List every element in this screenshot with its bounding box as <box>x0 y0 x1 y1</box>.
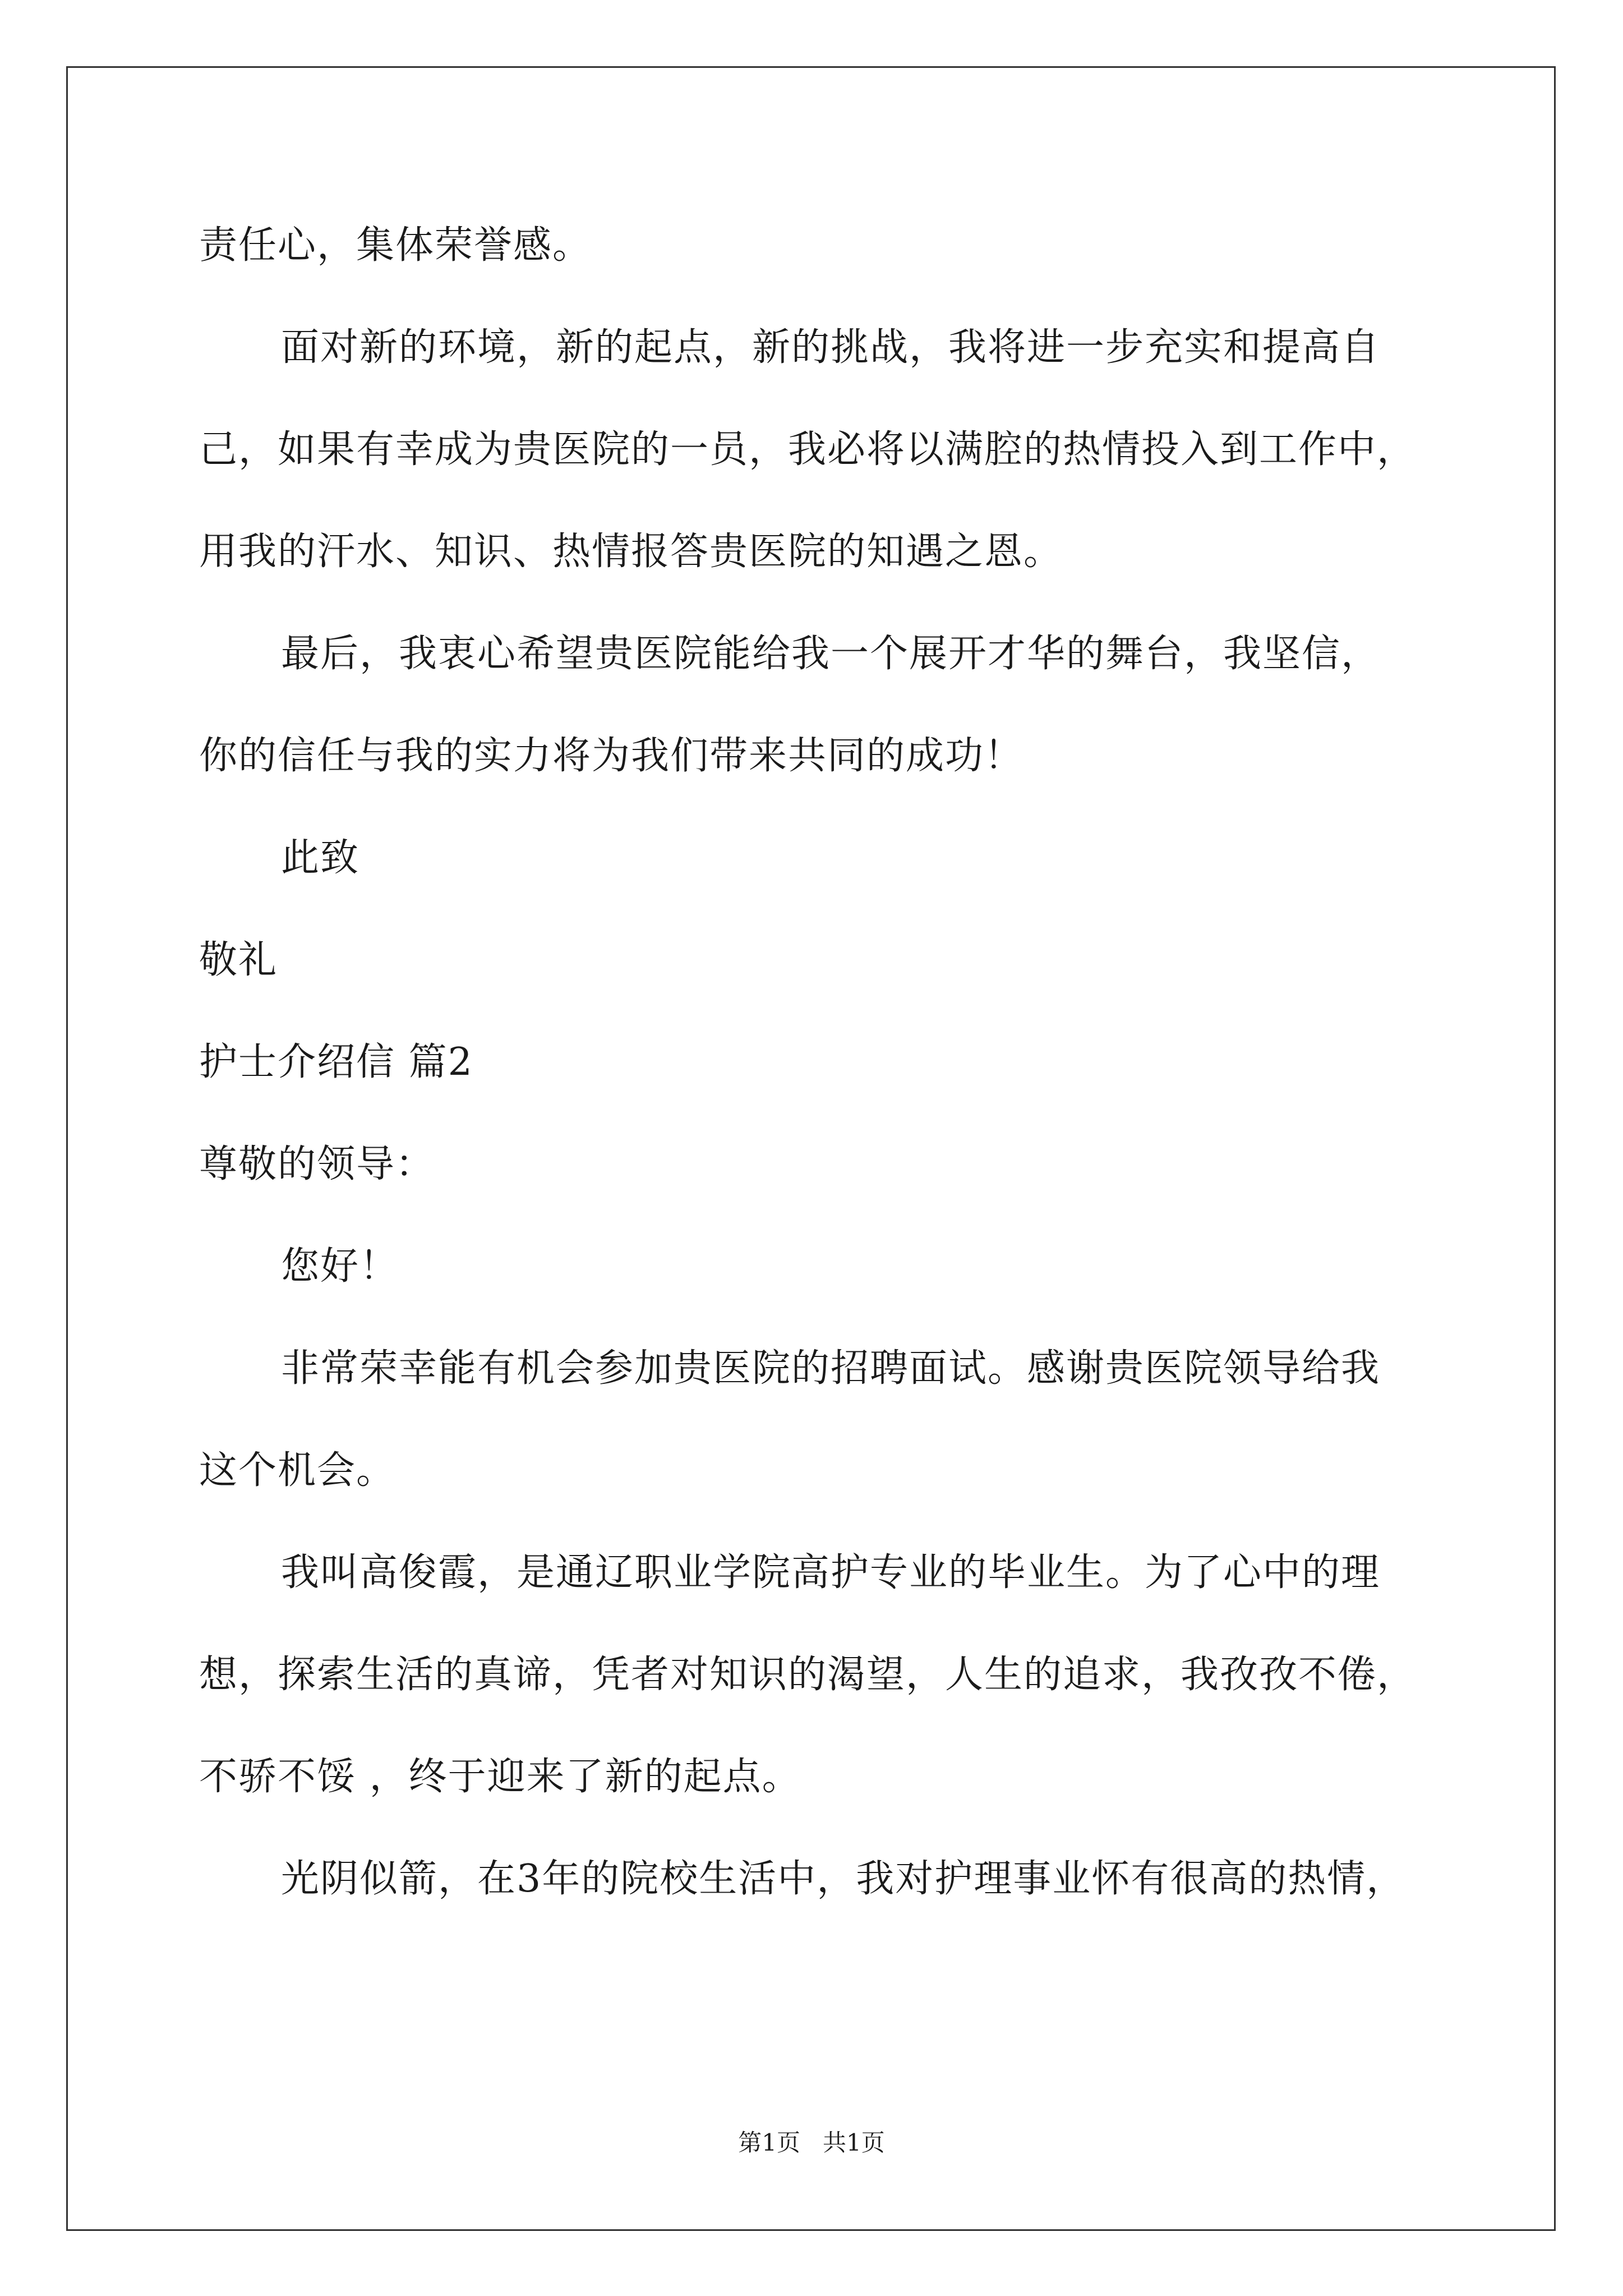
paragraph-line: 这个机会。 <box>199 1448 396 1493</box>
section-heading: 护士介绍信 篇2 <box>199 1040 473 1084</box>
paragraph-line: 己，如果有幸成为贵医院的一员，我必将以满腔的热情投入到工作中， <box>199 427 1417 472</box>
paragraph-line: 不骄不馁 ，终于迎来了新的起点。 <box>199 1755 801 1799</box>
paragraph-line: 用我的汗水、知识、热情报答贵医院的知遇之恩。 <box>199 530 1063 574</box>
paragraph-line: 光阴似箭，在3年的院校生活中，我对护理事业怀有很高的热情， <box>281 1857 1406 1901</box>
closing-regards: 敬礼 <box>199 938 278 982</box>
paragraph-line: 非常荣幸能有机会参加贵医院的招聘面试。感谢贵医院领导给我 <box>281 1346 1381 1391</box>
greeting: 您好！ <box>281 1244 399 1289</box>
document-body <box>199 224 1455 1960</box>
paragraph-line: 我叫高俊霞，是通辽职业学院高护专业的毕业生。为了心中的理 <box>281 1550 1381 1595</box>
paragraph-line: 想，探索生活的真谛，凭者对知识的渴望，人生的追求，我孜孜不倦， <box>199 1653 1417 1697</box>
closing-salutation: 此致 <box>281 836 360 880</box>
paragraph-line: 最后，我衷心希望贵医院能给我一个展开才华的舞台，我坚信， <box>281 632 1381 676</box>
greeting-addressee: 尊敬的领导： <box>199 1142 435 1186</box>
paragraph-line: 责任心，集体荣誉感。 <box>199 223 592 268</box>
paragraph-line: 你的信任与我的实力将为我们带来共同的成功！ <box>199 734 1024 778</box>
page-number-footer: 第1页 共1页 <box>738 2129 885 2156</box>
paragraph-line: 面对新的环境，新的起点，新的挑战，我将进一步充实和提高自 <box>281 325 1381 370</box>
